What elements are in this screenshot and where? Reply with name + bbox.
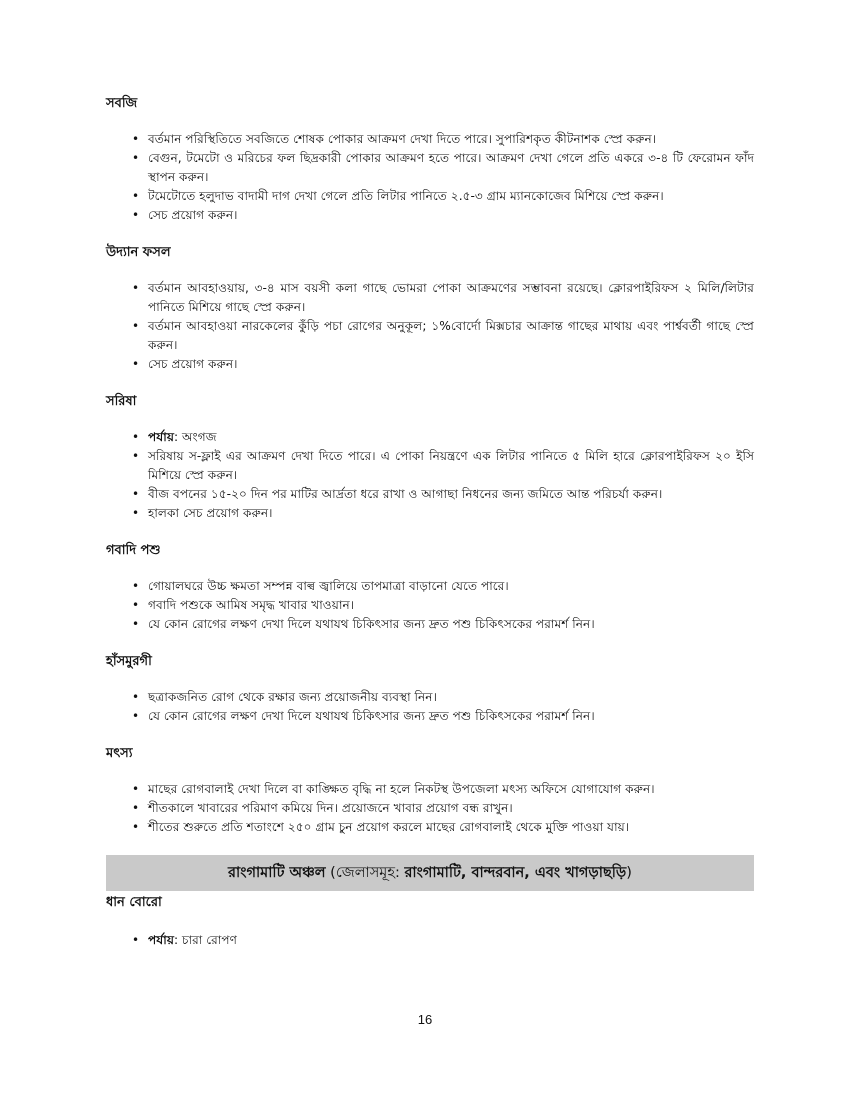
bullet-icon: •: [132, 357, 140, 371]
bullet-icon: •: [132, 820, 140, 834]
bullet-list: [106, 577, 754, 634]
bullet-icon: •: [132, 801, 140, 815]
list-item-text: গবাদি পশুকে আমিষ সমৃদ্ধ খাবার খাওয়ান।: [148, 598, 355, 612]
bullet-list: [106, 428, 754, 523]
list-item: [106, 317, 754, 355]
list-item-text: বর্তমান আবহাওয়া নারকেলের কুঁড়ি পচা রোগের অনুকূল; ১%বোর্দো মিক্সচার আক্রান্ত গাছের মাথায় এবং পার্শ্ববর্তী গাছে স্প্রে করুন।: [148, 319, 754, 352]
list-item: [106, 187, 754, 206]
section-livestock: [106, 541, 754, 634]
section-heading: হাঁসমুরগী: [106, 654, 152, 669]
list-item: [106, 780, 754, 799]
list-item: [106, 577, 754, 596]
list-item: [106, 615, 754, 634]
bullet-list: [106, 688, 754, 726]
list-item-text: সরিষায় স-ফ্লাই এর আক্রমণ দেখা দিতে পারে। এ পোকা নিয়ন্ত্রণে এক লিটার পানিতে ৫ মিলি হারে ক্লোরপাইরিফস ২০ ইসি মিশিয়ে স্প্রে করুন।: [148, 449, 754, 482]
list-item: [106, 355, 754, 374]
list-item-text: সেচ প্রয়োগ করুন।: [148, 357, 238, 371]
list-item-text: মাছের রোগবালাই দেখা দিলে বা কাঙ্ক্ষিত বৃদ্ধি না হলে নিকটস্থ উপজেলা মৎস্য অফিসে যোগাযোগ করুন।: [148, 782, 655, 796]
section-heading: মৎস্য: [106, 746, 133, 761]
list-item-text: ছত্রাকজনিত রোগ থেকে রক্ষার জন্য প্রয়োজনীয় ব্যবস্থা নিন।: [148, 690, 437, 704]
list-item-text: বর্তমান আবহাওয়ায়, ৩-৪ মাস বয়সী কলা গাছে ভোমরা পোকা আক্রমণের সম্ভাবনা রয়েছে। ক্লোরপাইরিফস ২ মিলি/লিটার পানিতে মিশিয়ে গাছে স্প্রে করুন।: [148, 281, 754, 314]
page-number: 16: [417, 1012, 433, 1027]
stage-value: : চারা রোপণ: [174, 933, 238, 947]
bullet-icon: •: [132, 151, 140, 165]
list-item-text: শীতের শুরুতে প্রতি শতাংশে ২৫০ গ্রাম চুন প্রয়োগ করলে মাছের রোগবালাই থেকে মুক্তি পাওয়া যায়।: [148, 820, 630, 834]
bullet-list: [106, 780, 754, 837]
list-item: [106, 485, 754, 504]
list-item-text: বীজ বপনের ১৫-২০ দিন পর মাটির আর্দ্রতা ধরে রাখা ও আগাছা নিধনের জন্য জমিতে আন্ত পরিচর্যা করুন।: [148, 487, 663, 501]
stage-label: পর্যায়: [148, 430, 175, 444]
list-item-text: সেচ প্রয়োগ করুন।: [148, 208, 238, 222]
bullet-icon: •: [132, 598, 140, 612]
list-item: [106, 206, 754, 225]
list-item: [106, 149, 754, 187]
section-heading: ধান বোরো: [106, 895, 162, 910]
list-item-text: গোয়ালঘরে উচ্চ ক্ষমতা সম্পন্ন বাল্ব জ্বালিয়ে তাপমাত্রা বাড়ানো যেতে পারে।: [148, 579, 509, 593]
list-item-text: টমেটোতে হলুদাভ বাদামী দাগ দেখা গেলে প্রতি লিটার পানিতে ২.৫-৩ গ্রাম ম্যানকোজেব মিশিয়ে স্প্রে করুন।: [148, 189, 664, 203]
bullet-icon: •: [132, 430, 140, 444]
list-item-text: হালকা সেচ প্রয়োগ করুন।: [148, 506, 273, 520]
section-fisheries: [106, 744, 754, 837]
section-boro-rice: [106, 893, 754, 950]
list-item: [106, 688, 754, 707]
list-item: [106, 596, 754, 615]
section-heading: উদ্যান ফসল: [106, 245, 171, 260]
section-poultry: [106, 652, 754, 726]
bullet-icon: •: [132, 709, 140, 723]
bullet-icon: •: [132, 319, 140, 333]
bullet-icon: •: [132, 933, 140, 947]
list-item: [106, 799, 754, 818]
section-horticulture: [106, 243, 754, 374]
section-heading: সবজি: [106, 96, 138, 111]
section-heading: সরিষা: [106, 394, 137, 409]
region-districts: রাংগামাটি, বান্দরবান, এবং খাগড়াছড়ি: [404, 865, 627, 881]
section-mustard: [106, 392, 754, 523]
region-banner: [106, 855, 754, 891]
bullet-list: [106, 130, 754, 225]
section-heading: গবাদি পশু: [106, 543, 161, 558]
bullet-icon: •: [132, 579, 140, 593]
bullet-icon: •: [132, 281, 140, 295]
bullet-icon: •: [132, 506, 140, 520]
stage-item: [106, 428, 754, 447]
list-item: [106, 279, 754, 317]
region-paren-close: ): [626, 865, 632, 881]
list-item-text: যে কোন রোগের লক্ষণ দেখা দিলে যথাযথ চিকিৎসার জন্য দ্রুত পশু চিকিৎসকের পরামর্শ নিন।: [148, 617, 595, 631]
bullet-icon: •: [132, 449, 140, 463]
list-item-text: বর্তমান পরিস্থিতিতে সবজিতে শোষক পোকার আক্রমণ দেখা দিতে পারে। সুপারিশকৃত কীটনাশক স্প্রে করুন।: [148, 132, 657, 146]
bullet-list: [106, 279, 754, 374]
bullet-icon: •: [132, 487, 140, 501]
list-item: [106, 707, 754, 726]
bullet-list: [106, 931, 754, 950]
bullet-icon: •: [132, 617, 140, 631]
list-item: [106, 447, 754, 485]
list-item: [106, 130, 754, 149]
bullet-icon: •: [132, 189, 140, 203]
region-name: রাংগামাটি অঞ্চল: [228, 865, 326, 881]
bullet-icon: •: [132, 132, 140, 146]
bullet-icon: •: [132, 782, 140, 796]
section-vegetables: [106, 94, 754, 225]
stage-item: [106, 931, 754, 950]
bullet-icon: •: [132, 690, 140, 704]
page-body: [106, 94, 754, 968]
list-item: [106, 818, 754, 837]
bullet-icon: •: [132, 208, 140, 222]
region-paren-open: (জেলাসমূহ:: [325, 865, 405, 881]
stage-label: পর্যায়: [148, 933, 175, 947]
list-item: [106, 504, 754, 523]
list-item-text: শীতকালে খাবারের পরিমাণ কমিয়ে দিন। প্রয়োজনে খাবার প্রয়োগ বন্ধ রাখুন।: [148, 801, 513, 815]
list-item-text: বেগুন, টমেটো ও মরিচের ফল ছিদ্রকারী পোকার আক্রমণ হতে পারে। আক্রমণ দেখা গেলে প্রতি একরে ৩-৪ টি ফেরোমন ফাঁদ স্থাপন করুন।: [148, 151, 754, 184]
stage-value: : অংগজ: [174, 430, 217, 444]
list-item-text: যে কোন রোগের লক্ষণ দেখা দিলে যথাযথ চিকিৎসার জন্য দ্রুত পশু চিকিৎসকের পরামর্শ নিন।: [148, 709, 595, 723]
